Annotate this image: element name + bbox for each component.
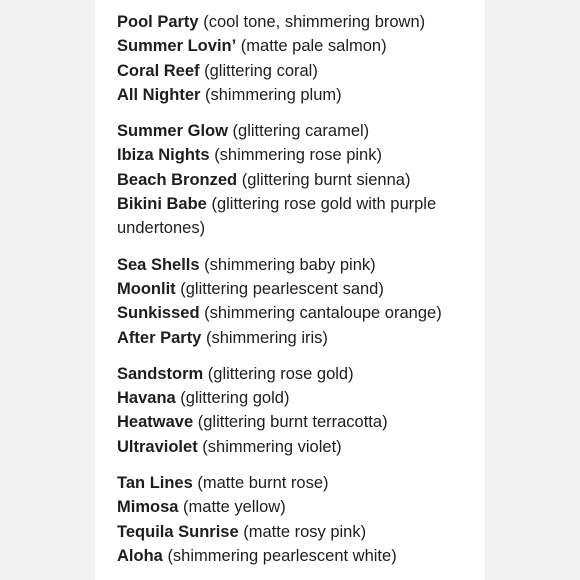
shade-item bbox=[117, 119, 467, 143]
shade-description: (glittering caramel) bbox=[232, 122, 370, 141]
shade-item bbox=[117, 495, 467, 519]
shade-item bbox=[117, 192, 467, 241]
shade-name: Ultraviolet bbox=[117, 437, 198, 456]
shade-description: (matte yellow) bbox=[183, 498, 286, 517]
shade-name: Tequila Sunrise bbox=[117, 522, 239, 541]
shade-description: (glittering rose gold with purple undertones) bbox=[117, 195, 437, 238]
shade-name: Aloha bbox=[117, 546, 163, 565]
shade-description: (matte burnt rose) bbox=[197, 474, 329, 493]
shade-item bbox=[117, 59, 467, 83]
shade-group-2 bbox=[117, 119, 467, 240]
shade-name: Sunkissed bbox=[117, 304, 200, 323]
shade-list bbox=[117, 10, 467, 580]
shade-name: Pool Party bbox=[117, 13, 199, 31]
shade-name: Beach Bronzed bbox=[117, 170, 238, 189]
shade-description: (glittering burnt sienna) bbox=[241, 170, 411, 189]
shade-item bbox=[117, 435, 467, 459]
shade-description: (matte rosy pink) bbox=[243, 522, 367, 541]
shade-name: Mimosa bbox=[117, 498, 179, 517]
shade-description: (glittering gold) bbox=[180, 389, 290, 408]
shade-name: Summer Lovin’ bbox=[117, 37, 237, 56]
shade-description: (glittering burnt terracotta) bbox=[197, 413, 388, 432]
shade-group-4 bbox=[117, 362, 467, 459]
shade-name: Coral Reef bbox=[117, 61, 200, 80]
shade-item bbox=[117, 83, 467, 107]
shade-description: (cool tone, shimmering brown) bbox=[203, 13, 426, 31]
shade-name: Sea Shells bbox=[117, 255, 200, 274]
shade-item bbox=[117, 544, 467, 568]
shade-name: Bikini Babe bbox=[117, 195, 207, 214]
shade-item bbox=[117, 386, 467, 410]
shade-description: (matte pale salmon) bbox=[240, 37, 387, 56]
shade-description: (glittering rose gold) bbox=[207, 364, 354, 383]
shade-item bbox=[117, 326, 467, 350]
shade-name: Heatwave bbox=[117, 413, 194, 432]
shade-item bbox=[117, 471, 467, 495]
shade-description: (shimmering pearlescent white) bbox=[167, 546, 397, 565]
shade-description: (shimmering rose pink) bbox=[214, 146, 382, 165]
shade-item bbox=[117, 10, 467, 34]
shade-name: Ibiza Nights bbox=[117, 146, 210, 165]
shade-name: Sandstorm bbox=[117, 364, 204, 383]
shade-name: Tan Lines bbox=[117, 474, 193, 493]
shade-item bbox=[117, 362, 467, 386]
shade-name: Moonlit bbox=[117, 279, 176, 298]
shade-name: Summer Glow bbox=[117, 122, 228, 141]
shade-description: (shimmering plum) bbox=[205, 85, 342, 104]
shade-group-3 bbox=[117, 253, 467, 350]
shade-group-5 bbox=[117, 471, 467, 568]
shade-item bbox=[117, 253, 467, 277]
shade-description: (shimmering baby pink) bbox=[204, 255, 376, 274]
shade-item bbox=[117, 34, 467, 58]
shade-description: (shimmering iris) bbox=[205, 328, 328, 347]
shade-item bbox=[117, 520, 467, 544]
shade-item bbox=[117, 301, 467, 325]
shade-item bbox=[117, 277, 467, 301]
shade-description: (glittering pearlescent sand) bbox=[180, 279, 384, 298]
shade-item bbox=[117, 168, 467, 192]
shade-item bbox=[117, 410, 467, 434]
shade-item bbox=[117, 143, 467, 167]
shade-group-1 bbox=[117, 10, 467, 107]
shade-description: (shimmering violet) bbox=[202, 437, 342, 456]
shade-name: All Nighter bbox=[117, 85, 201, 104]
shade-description: (shimmering cantaloupe orange) bbox=[204, 304, 442, 323]
shade-name: Havana bbox=[117, 389, 176, 408]
shade-description: (glittering coral) bbox=[204, 61, 318, 80]
shade-name: After Party bbox=[117, 328, 202, 347]
